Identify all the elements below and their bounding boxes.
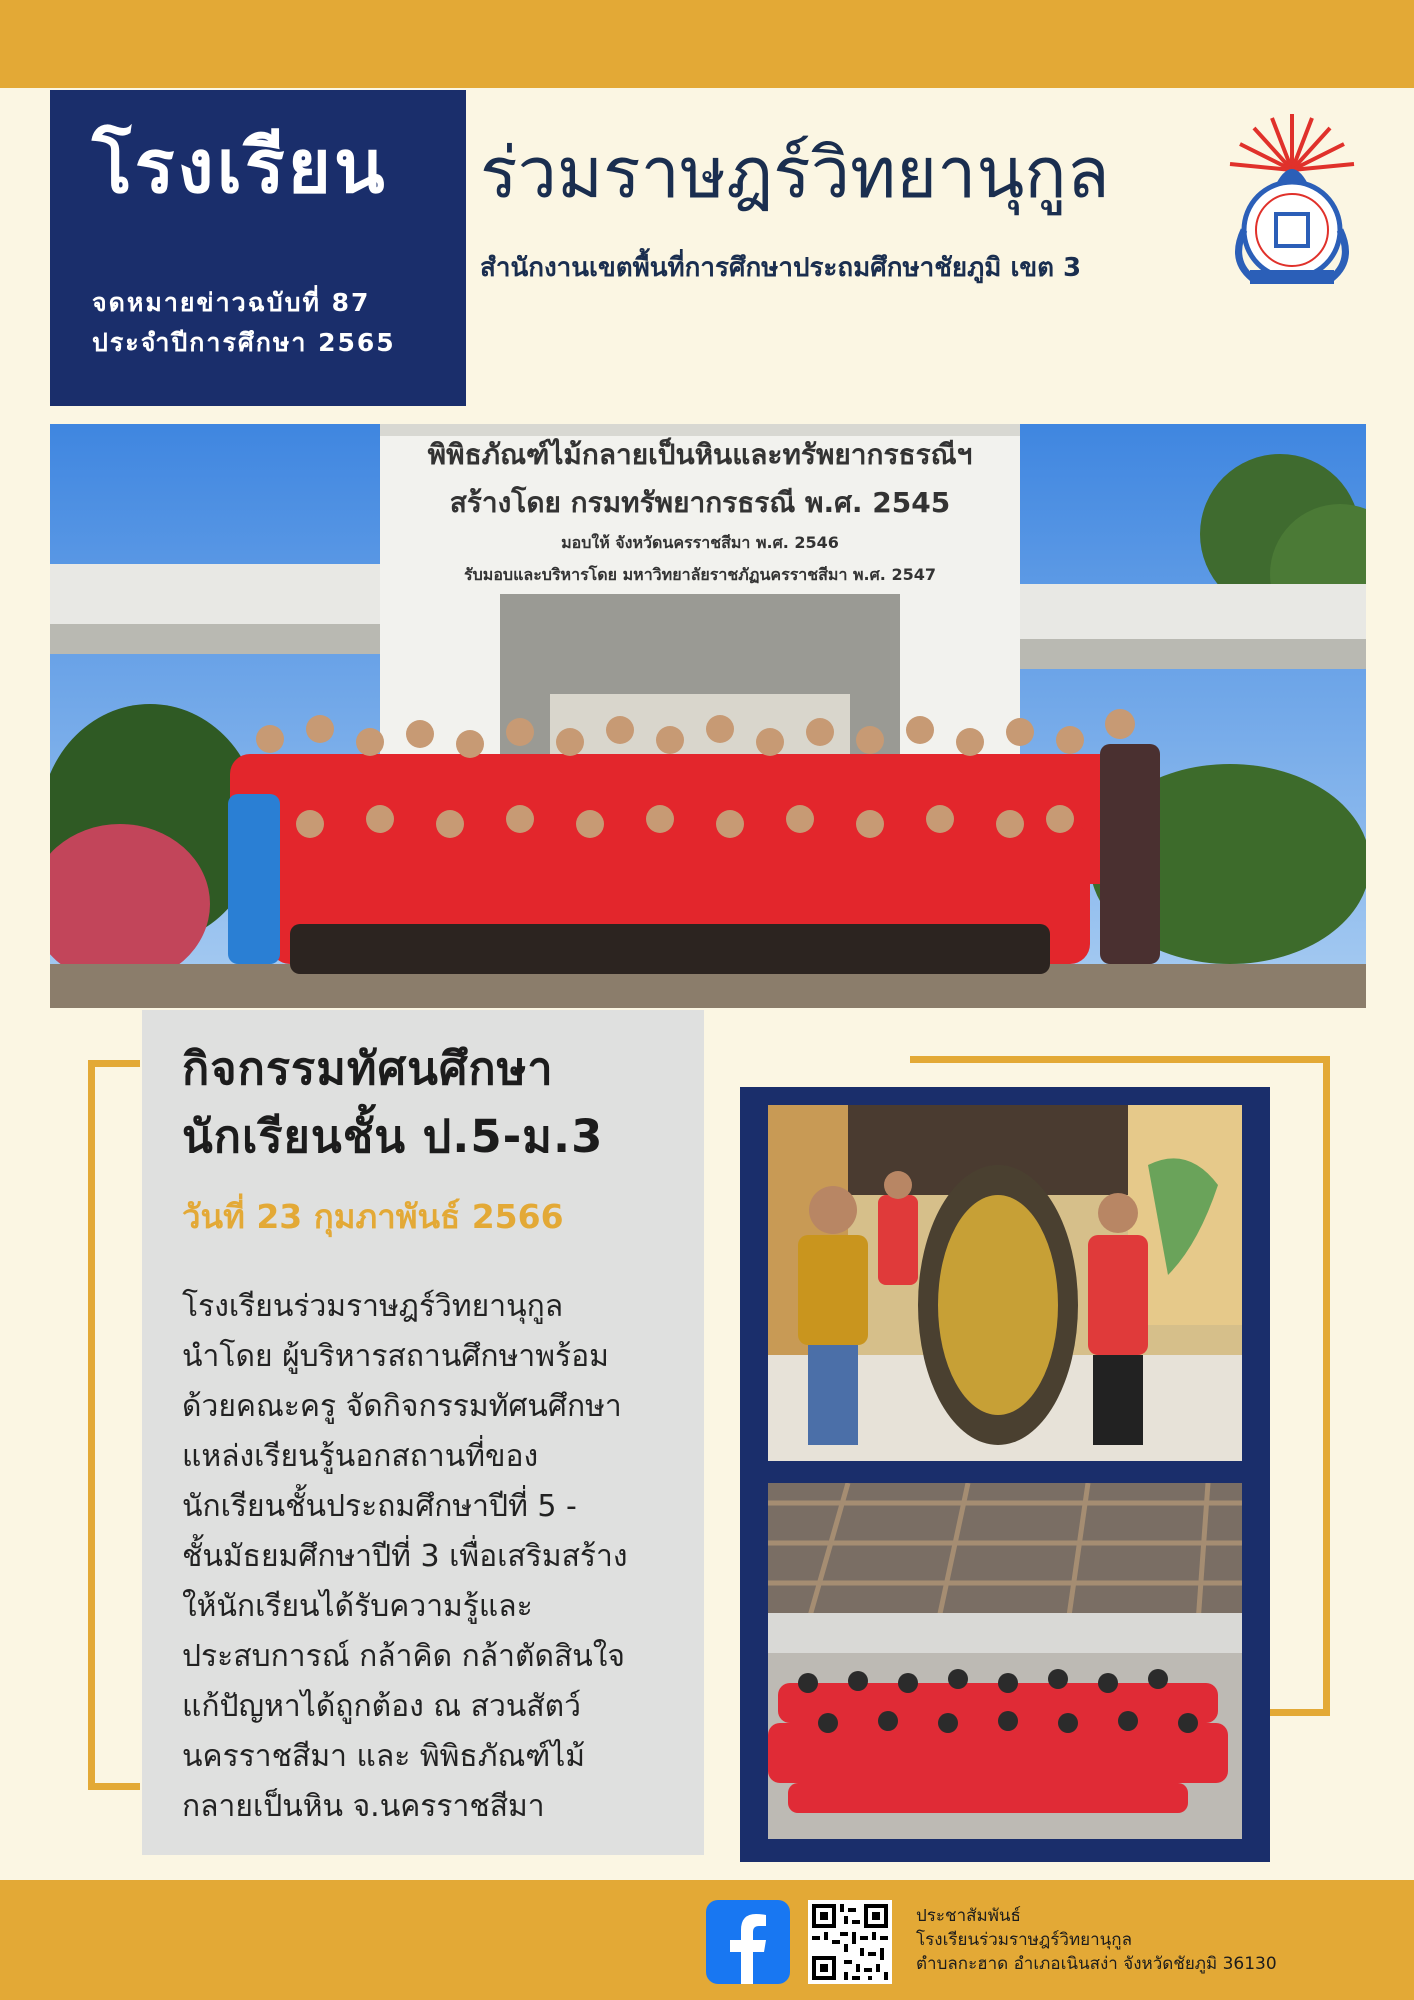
- petrified-wood-photo: [768, 1105, 1242, 1461]
- footer-school-name: โรงเรียนร่วมราษฎร์วิทยานุกูล: [916, 1930, 1132, 1950]
- sign-line-3: มอบให้ จังหวัดนครราชสีมา พ.ศ. 2546: [561, 533, 839, 552]
- academic-year: ประจำปีการศึกษา 2565: [92, 328, 396, 357]
- issue-number: จดหมายข่าวฉบับที่ 87: [92, 288, 371, 317]
- article-body-line: ชั้นมัธยมศึกษาปีที่ 3 เพื่อเสริมสร้าง: [182, 1539, 628, 1574]
- zoo-rest-area-photo: [768, 1483, 1242, 1839]
- article-title-line-1: กิจกรรมทัศนศึกษา: [182, 1042, 554, 1095]
- article-body-line: นครราชสีมา และ พิพิธภัณฑ์ไม้: [182, 1739, 586, 1774]
- article-body-line: ด้วยคณะครู จัดกิจกรรมทัศนศึกษา: [182, 1389, 622, 1424]
- school-logo: [1222, 110, 1362, 290]
- school-word: โรงเรียน: [92, 124, 388, 210]
- article-body-line: แหล่งเรียนรู้นอกสถานที่ของ: [182, 1439, 539, 1474]
- article-body-line: โรงเรียนร่วมราษฎร์วิทยานุกูล: [182, 1289, 564, 1324]
- main-group-photo: [50, 424, 1366, 1008]
- school-title-block: [50, 90, 466, 406]
- article-body-line: นักเรียนชั้นประถมศึกษาปีที่ 5 -: [182, 1489, 577, 1524]
- top-band: [0, 0, 1414, 88]
- article-body-line: แก้ปัญหาได้ถูกต้อง ณ สวนสัตว์: [182, 1689, 581, 1724]
- left-gold-bracket: [88, 1060, 140, 1790]
- article-body-line: ประสบการณ์ กล้าคิด กล้าตัดสินใจ: [182, 1639, 625, 1674]
- article-panel: [142, 1010, 704, 1855]
- photo-collage-frame: [740, 1087, 1270, 1862]
- facebook-icon[interactable]: [706, 1900, 790, 1984]
- article-body-line: กลายเป็นหิน จ.นครราชสีมา: [182, 1789, 545, 1824]
- article-date: วันที่ 23 กุมภาพันธ์ 2566: [182, 1197, 564, 1236]
- qr-code-icon[interactable]: [808, 1900, 892, 1984]
- school-name: ร่วมราษฎร์วิทยานุกูล: [480, 132, 1110, 214]
- sign-line-1: พิพิธภัณฑ์ไม้กลายเป็นหินและทรัพยากรธรณีฯ: [427, 438, 973, 471]
- footer-pr-label: ประชาสัมพันธ์: [916, 1906, 1021, 1926]
- sign-line-2: สร้างโดย กรมทรัพยากรธรณี พ.ศ. 2545: [449, 486, 951, 519]
- sign-line-4: รับมอบและบริหารโดย มหาวิทยาลัยราชภัฏนครราชสีมา พ.ศ. 2547: [464, 565, 936, 584]
- article-title-line-2: นักเรียนชั้น ป.5-ม.3: [182, 1110, 604, 1163]
- article-body-line: นำโดย ผู้บริหารสถานศึกษาพร้อม: [182, 1339, 609, 1374]
- article-body-line: ให้นักเรียนได้รับความรู้และ: [182, 1589, 533, 1624]
- office-name: สำนักงานเขตพื้นที่การศึกษาประถมศึกษาชัยภูมิ เขต 3: [480, 253, 1082, 283]
- footer-address: ตำบลกะฮาด อำเภอเนินสง่า จังหวัดชัยภูมิ 36130: [916, 1954, 1277, 1974]
